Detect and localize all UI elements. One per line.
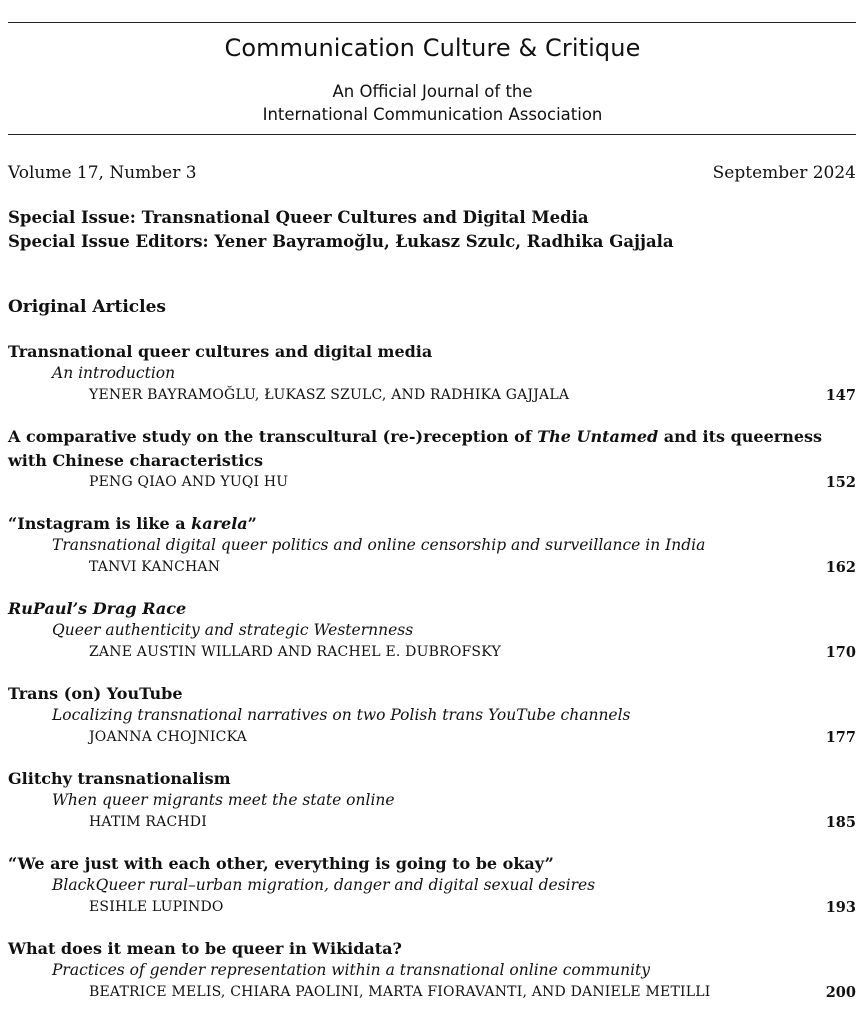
article-authors: TANVI KANCHAN — [89, 559, 221, 575]
issue-date: September 2024 — [712, 163, 856, 183]
article-subtitle: Practices of gender representation within a transnational online community — [52, 961, 651, 979]
article-subtitle: When queer migrants meet the state online — [52, 791, 395, 809]
article-authors: BEATRICE MELIS, CHIARA PAOLINI, MARTA FIORAVANTI, AND DANIELE METILLI — [89, 984, 711, 1000]
article-page-number: 200 — [825, 984, 856, 1001]
article-title[interactable]: Trans (on) YouTube — [8, 684, 183, 703]
article-subtitle: BlackQueer rural–urban migration, danger and digital sexual desires — [52, 876, 596, 894]
journal-subtitle-line1: An Official Journal of the — [332, 82, 533, 101]
journal-title: Communication Culture & Critique — [224, 34, 641, 62]
article-title[interactable]: “We are just with each other, everything is going to be okay” — [8, 854, 554, 873]
special-issue-editors: Special Issue Editors: Yener Bayramoğlu, Łukasz Szulc, Radhika Gajjala — [8, 232, 674, 251]
article-authors: HATIM RACHDI — [89, 814, 207, 830]
volume-number: Volume 17, Number 3 — [8, 163, 197, 183]
article-authors: ZANE AUSTIN WILLARD AND RACHEL E. DUBROFSKY — [89, 644, 501, 660]
article-title[interactable]: RuPaul’s Drag Race — [8, 599, 187, 618]
article-authors: JOANNA CHOJNICKA — [89, 729, 247, 745]
article-authors: ESIHLE LUPINDO — [89, 899, 224, 915]
article-title-part: A comparative study on the transcultural (re-)reception of — [8, 427, 538, 446]
article-page-number: 193 — [825, 899, 856, 916]
journal-subtitle-line2: International Communication Association — [262, 105, 603, 124]
section-heading: Original Articles — [8, 297, 166, 317]
article-title[interactable]: Transnational queer cultures and digital media — [8, 342, 433, 361]
article-page-number: 152 — [825, 474, 856, 491]
article-title[interactable]: What does it mean to be queer in Wikidata? — [8, 939, 402, 958]
article-title[interactable]: Glitchy transnationalism — [8, 769, 231, 788]
article-title[interactable] — [8, 425, 848, 473]
article-title-italic: The Untamed — [537, 427, 659, 446]
article-title-italic: karela — [191, 514, 248, 533]
article-title[interactable] — [8, 512, 848, 536]
article-authors: YENER BAYRAMOĞLU, ŁUKASZ SZULC, AND RADHIKA GAJJALA — [89, 387, 570, 403]
article-authors: PENG QIAO AND YUQI HU — [89, 474, 289, 490]
article-subtitle: Queer authenticity and strategic Westernness — [52, 621, 414, 639]
special-issue-title: Special Issue: Transnational Queer Cultures and Digital Media — [8, 208, 589, 227]
article-subtitle: Localizing transnational narratives on two Polish trans YouTube channels — [52, 706, 631, 724]
article-title-part: ” — [247, 514, 257, 533]
article-page-number: 170 — [825, 644, 856, 661]
article-subtitle: Transnational digital queer politics and online censorship and surveillance in India — [52, 536, 706, 554]
article-page-number: 185 — [825, 814, 856, 831]
article-title-part: and its queerness with Chinese characteristics — [8, 427, 823, 470]
article-title-part: “Instagram is like a — [8, 514, 192, 533]
article-page-number: 177 — [825, 729, 856, 746]
article-subtitle: An introduction — [52, 364, 176, 382]
article-page-number: 162 — [825, 559, 856, 576]
article-page-number: 147 — [825, 387, 856, 404]
